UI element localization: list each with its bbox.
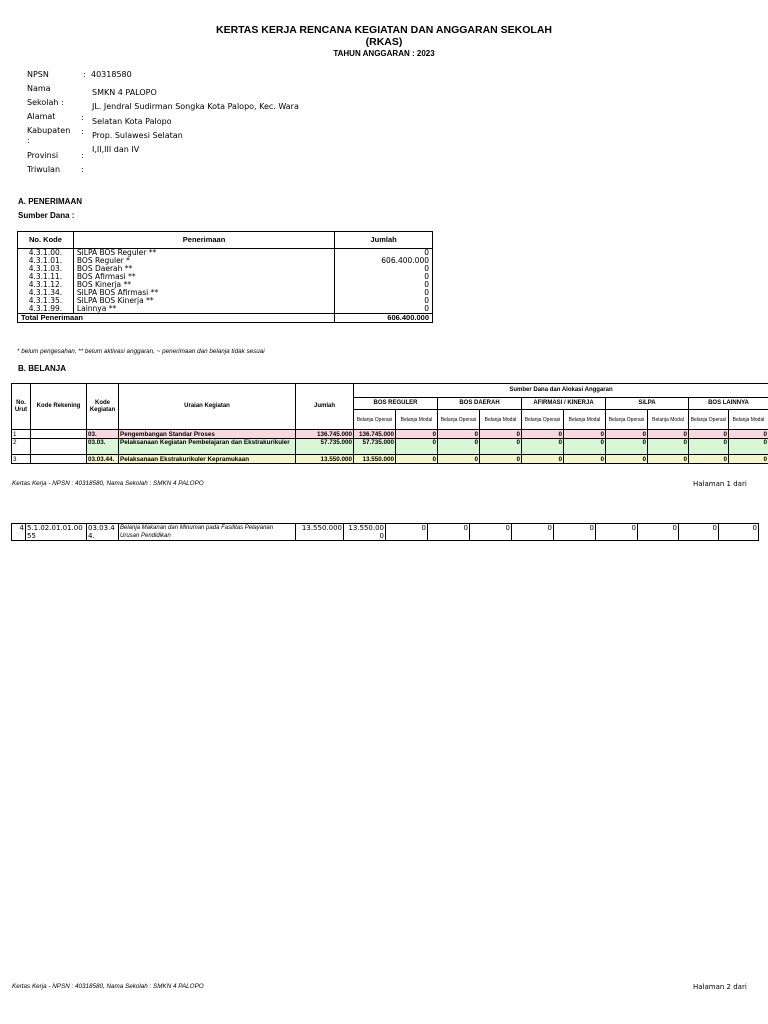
row-keg: 03.03.4 4. (87, 524, 119, 541)
row-rek (31, 439, 87, 455)
sub-belanja-operasi: Belanja Operasi (438, 410, 480, 430)
row-val: 0 (438, 439, 480, 455)
colon-alamat: : (81, 113, 84, 122)
row-val: 0 (689, 430, 729, 439)
sub-belanja-modal: Belanja Modal (564, 410, 606, 430)
col-jumlah: Jumlah (335, 232, 433, 249)
colon-provinsi: : (81, 151, 84, 160)
row-val: 0 (648, 439, 689, 455)
row-rek (31, 430, 87, 439)
row-val: 0 (396, 455, 438, 464)
row-val: 0 (396, 430, 438, 439)
label-nama: Nama (27, 84, 51, 93)
row-name: SiLPA BOS Reguler ** (73, 249, 334, 258)
row-no: 2 (12, 439, 31, 455)
col-penerimaan: Penerimaan (73, 232, 334, 249)
sub-belanja-operasi: Belanja Operasi (606, 410, 648, 430)
provinsi-value: Prop. Sulawesi Selatan (92, 131, 183, 140)
label-triwulan: Triwulan (27, 165, 61, 174)
title-line-2: (RKAS) (365, 36, 403, 48)
page-number-1: Halaman 1 dari (693, 480, 747, 488)
row-code: 4.3.1.99. (18, 305, 74, 314)
row-rek (31, 455, 87, 464)
row-keg: 03.03.44. (87, 455, 119, 464)
row-val: 13.550.000 (354, 455, 396, 464)
row-val: 0 (648, 455, 689, 464)
row-uraian: Pelaksanaan Kegiatan Pembelajaran dan Ekstrakurikuler (119, 439, 296, 455)
table-row (12, 455, 768, 464)
title-line-1: KERTAS KERJA RENCANA KEGIATAN DAN ANGGARAN SEKOLAH (215, 24, 552, 36)
row-name: Lainnya ** (73, 305, 334, 314)
row-val: 0 (564, 455, 606, 464)
footer-text: Kertas Kerja - NPSN : 40318580, Nama Sekolah : SMKN 4 PALOPO (12, 480, 204, 487)
col-no-kode: No. Kode (18, 232, 74, 249)
row-val: 0 (386, 524, 428, 541)
row-val: 0 (729, 430, 768, 439)
row-name: SiLPA BOS Afirmasi ** (73, 289, 334, 297)
row-val: 0 (480, 439, 522, 455)
row-val: 0 (729, 439, 768, 455)
row-val: 0 (480, 455, 522, 464)
row-name: SiLPA BOS Kinerja ** (73, 297, 334, 305)
row-val: 0 (719, 524, 759, 541)
row-code: 4.3.1.11. (18, 273, 74, 281)
row-val: 0 (596, 524, 638, 541)
document-title (0, 24, 768, 48)
nama-value: SMKN 4 PALOPO (92, 88, 157, 97)
row-uraian: Pengembangan Standar Proses (119, 430, 296, 439)
colon-kabupaten: : (81, 127, 84, 136)
row-val: 136.745.000 (354, 430, 396, 439)
row-code: 4.3.1.34. (18, 289, 74, 297)
label-alamat: Alamat (27, 112, 56, 121)
row-val: 0 (606, 455, 648, 464)
row-val: 0 (470, 524, 512, 541)
label-npsn: NPSN (27, 70, 49, 79)
row-uraian: Pelaksanaan Ekstrakurikuler Kepramukaan (119, 455, 296, 464)
row-amount: 0 (335, 265, 433, 273)
row-name: BOS Afirmasi ** (73, 273, 334, 281)
row-val: 0 (428, 524, 470, 541)
row-amount: 0 (335, 281, 433, 289)
total-label: Total Penerimaan (18, 314, 335, 323)
col-kode-rekening: Kode Rekening (31, 384, 87, 430)
row-val: 0 (689, 455, 729, 464)
row-val: 0 (480, 430, 522, 439)
col-jumlah: Jumlah (296, 384, 354, 430)
sub-belanja-modal: Belanja Modal (480, 410, 522, 430)
row-val: 0 (638, 524, 679, 541)
label-provinsi: Provinsi (27, 151, 59, 160)
group-afirmasi-kinerja: AFIRMASI / KINERJA (522, 398, 606, 410)
triwulan-value: I,II,III dan IV (92, 145, 140, 154)
penerimaan-table (17, 231, 433, 323)
row-val: 0 (606, 439, 648, 455)
sub-belanja-operasi: Belanja Operasi (689, 410, 729, 430)
belanja-table-continued (11, 523, 759, 541)
row-name: BOS Daerah ** (73, 265, 334, 273)
sub-belanja-modal: Belanja Modal (396, 410, 438, 430)
row-val: 13.550.000 (344, 524, 386, 541)
row-amount: 0 (335, 289, 433, 297)
belanja-table (11, 383, 768, 464)
colon-triwulan: : (81, 165, 84, 174)
sub-belanja-operasi: Belanja Operasi (522, 410, 564, 430)
total-row (18, 314, 433, 323)
row-amount: 606.400.000 (335, 257, 433, 265)
row-code: 4.3.1.03. (18, 265, 74, 273)
row-val: 0 (554, 524, 596, 541)
row-val: 0 (522, 455, 564, 464)
row-val: 0 (438, 455, 480, 464)
row-jumlah: 13.550.000 (296, 455, 354, 464)
row-uraian: Belanja Makanan dan Minuman pada Fasilitas Pelayanan Urusan Pendidikan (119, 524, 296, 541)
alamat-value-line1: JL. Jendral Sudirman Songka Kota Palopo, Kec. Wara (92, 102, 299, 111)
alamat-value-line2: Selatan Kota Palopo (92, 117, 172, 126)
label-sekolah: Sekolah : (27, 98, 64, 107)
penerimaan-header-row (18, 232, 433, 249)
row-jumlah: 13.550.000 (296, 524, 344, 541)
row-code: 4.3.1.00. (18, 249, 74, 258)
col-no-urut: No. Urut (12, 384, 31, 430)
row-no: 1 (12, 430, 31, 439)
row-rek: 5.1.02.01.01.00 55 (26, 524, 87, 541)
table-row (12, 439, 768, 455)
row-no: 3 (12, 455, 31, 464)
row-name: BOS Kinerja ** (73, 281, 334, 289)
table-row (12, 430, 768, 439)
row-val: 0 (729, 455, 768, 464)
row-val: 0 (522, 430, 564, 439)
col-kode-kegiatan: Kode Kegiatan (87, 384, 119, 430)
col-sumber-dana: Sumber Dana dan Alokasi Anggaran (354, 384, 768, 398)
group-bos-daerah: BOS DAERAH (438, 398, 522, 410)
group-bos-lainnya: BOS LAINNYA (689, 398, 768, 410)
sub-belanja-modal: Belanja Modal (729, 410, 768, 430)
row-amount: 0 (335, 305, 433, 314)
row-val: 0 (438, 430, 480, 439)
row-val: 57.735.000 (354, 439, 396, 455)
row-val: 0 (396, 439, 438, 455)
page-number-2: Halaman 2 dari (693, 983, 747, 991)
row-amount: 0 (335, 273, 433, 281)
row-name: BOS Reguler * (73, 257, 334, 265)
row-jumlah: 57.735.000 (296, 439, 354, 455)
table-row (12, 524, 759, 541)
row-val: 0 (512, 524, 554, 541)
row-val: 0 (564, 430, 606, 439)
row-amount: 0 (335, 297, 433, 305)
group-silpa: SiLPA (606, 398, 689, 410)
row-jumlah: 136.745.000 (296, 430, 354, 439)
col-uraian: Uraian Kegiatan (119, 384, 296, 430)
penerimaan-footnote: * belum pengesahan, ** belum aktivasi anggaran, ~ penerimaan dan belanja tidak sesuai (17, 348, 265, 355)
label-kabupaten: Kabupaten (27, 126, 71, 135)
row-keg: 03.03. (87, 439, 119, 455)
total-amount: 606.400.000 (335, 314, 433, 323)
row-amount: 0 (335, 249, 433, 258)
sumber-dana-label: Sumber Dana : (18, 211, 75, 220)
npsn-value: 40318580 (91, 70, 132, 79)
label-kabupaten-colon: : (27, 136, 30, 145)
footer-text-page-2: Kertas Kerja - NPSN : 40318580, Nama Sekolah : SMKN 4 PALOPO (12, 983, 204, 990)
row-keg: 03. (87, 430, 119, 439)
row-code: 4.3.1.12. (18, 281, 74, 289)
sub-belanja-modal: Belanja Modal (648, 410, 689, 430)
row-code: 4.3.1.35. (18, 297, 74, 305)
colon-npsn: : (83, 70, 86, 79)
section-penerimaan: A. PENERIMAAN (18, 197, 83, 206)
row-code: 4.3.1.01. (18, 257, 74, 265)
row-no: 4 (12, 524, 26, 541)
row-val: 0 (522, 439, 564, 455)
section-belanja: B. BELANJA (18, 364, 67, 373)
row-val: 0 (564, 439, 606, 455)
budget-year: TAHUN ANGGARAN : 2023 (333, 49, 435, 58)
group-bos-reguler: BOS REGULER (354, 398, 438, 410)
row-val: 0 (679, 524, 719, 541)
row-val: 0 (606, 430, 648, 439)
row-val: 0 (648, 430, 689, 439)
row-val: 0 (689, 439, 729, 455)
sub-belanja-operasi: Belanja Operasi (354, 410, 396, 430)
